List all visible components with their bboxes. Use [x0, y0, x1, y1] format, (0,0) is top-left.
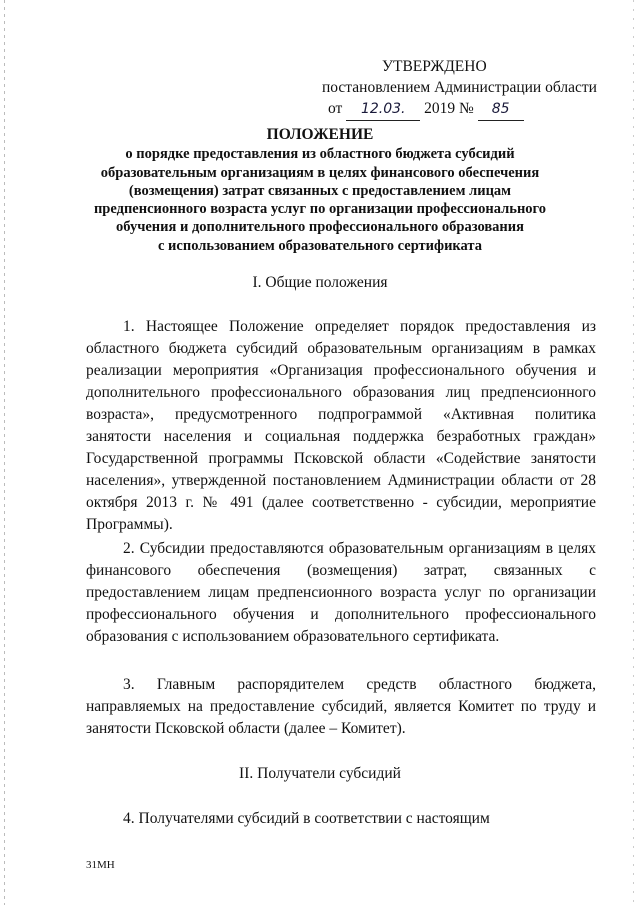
- paragraph-text: 1. Настоящее Положение определяет порядок предоставления из областного бюджета субсидий образовательным организациям в рамках реализации мероприятия «Организация профессионального обучения и дополнительного профессионального образования лиц предпенсионного возраста», предусмотренного подпрограммой «Активная политика занятости населения и социальная поддержка безработных граждан» Государственной программы Псковской области «Содействие занятости населения», утвержденной постановлением Администрации области от 28 октября 2013 г. № 491 (далее соответственно - субсидии, мероприятие Программы).: [86, 318, 596, 533]
- approval-stamp: [322, 56, 602, 121]
- section-heading-1: I. Общие положения: [252, 274, 388, 291]
- title-line: предпенсионного возраста услуг по организации профессионального: [93, 201, 547, 218]
- footer-code: 31МН: [86, 859, 115, 871]
- approved-label: УТВЕРЖДЕНО: [382, 58, 487, 75]
- approved-by: постановлением Администрации области: [322, 79, 597, 96]
- year-number-label: 2019 №: [424, 100, 474, 117]
- handwritten-date: 12.03.: [346, 99, 420, 121]
- title-line: о порядке предоставления из областного бюджета субсидий: [125, 146, 515, 163]
- paragraph-text: 2. Субсидии предоставляются образовательным организациям в целях финансового обеспечения (возмещения) затрат, связанных с предоставлением лицам предпенсионного возраста услуг по организации профессионального обучения и дополнительного профессионального образования с использованием образовательного сертификата.: [86, 540, 596, 645]
- handwritten-number: 85: [478, 99, 524, 121]
- title-line: с использованием образовательного сертификата: [158, 237, 482, 254]
- paragraph-2: [86, 538, 596, 648]
- paragraph-text: 3. Главным распорядителем средств областного бюджета, направляемых на предоставление субсидий, является Комитет по труду и занятости Псковской области (далее – Комитет).: [86, 676, 596, 737]
- paragraph-4: [86, 808, 596, 830]
- document-title: [80, 126, 560, 255]
- paragraph-text: 4. Получателями субсидий в соответствии с настоящим: [123, 810, 490, 827]
- paragraph-3: [86, 674, 596, 740]
- paragraph-1: [86, 316, 596, 536]
- date-prefix: от: [328, 100, 343, 117]
- section-heading-2: II. Получатели субсидий: [239, 765, 401, 782]
- title-line: (возмещения) затрат связанных с предоставлением лицам: [128, 182, 512, 199]
- title-line: обучения и дополнительного профессионального образования: [116, 219, 524, 236]
- approval-date-line: [328, 98, 602, 121]
- title-head: ПОЛОЖЕНИЕ: [266, 126, 374, 143]
- title-line: образовательным организациям в целях финансового обеспечения: [100, 164, 540, 181]
